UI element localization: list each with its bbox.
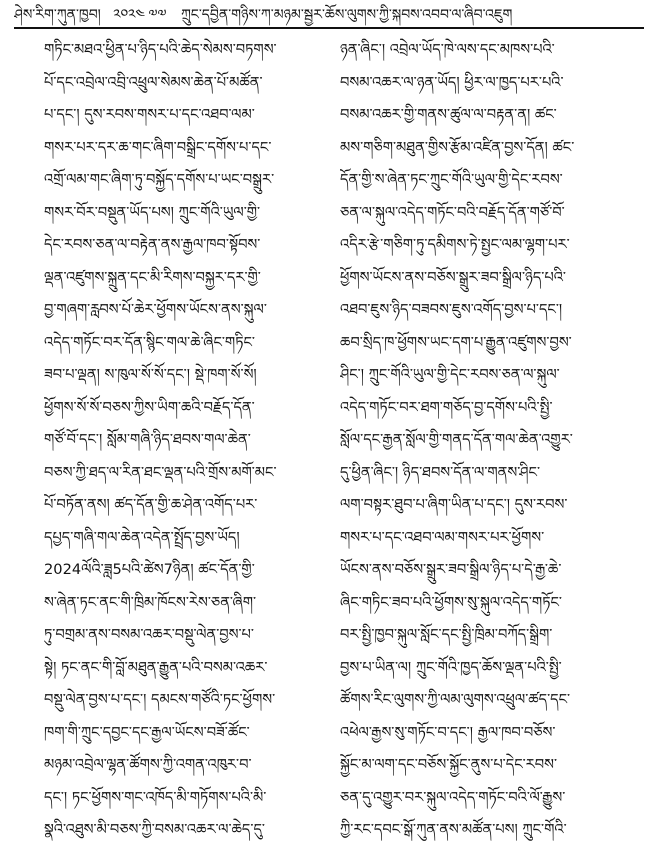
- text-line: དུ་ཕྱིན་ཞིང་། ཉིད་ཐབས་དོན་ལ་གནས་ཤིང་: [340, 463, 541, 481]
- text-line: བྱས་པ་ཡིན་ལ། ཀྲུང་གོའི་ཁྱད་ཆོས་ལྡན་པའི་སྤྱི་: [340, 658, 562, 676]
- text-line: བསམ་འཆར་ལ་ཉན་ཡོད། ཕྱིར་ལ་ཁྱད་པར་པའི་: [340, 73, 564, 91]
- text-line: བསྡུ་ལེན་བྱས་པ་དང་། དམངས་གཙོའི་ཏང་ཕྱོགས་: [44, 691, 276, 708]
- text-line: སློལ་དང་རྒྱན་སློལ་གྱི་གནད་དོན་གལ་ཆེན་འགྱུར་: [340, 431, 573, 448]
- text-line: དེང་རབས་ཅན་ལ་བརྟེན་ནས་རྒྱལ་ཁབ་སྟོབས་: [44, 236, 261, 253]
- text-line: ཟབ་པ་ལྡན། ས་ཁུལ་སོ་སོ་དང་། སྡེ་ཁག་སོ་སོ།: [44, 366, 257, 383]
- text-line: ཚོགས་རིང་ལུགས་ཀྱི་ལམ་ལུགས་འཕྲུལ་ཚད་དང་: [340, 691, 571, 708]
- text-line: ཕྱོགས་སོ་སོ་བཅས་ཀྱིས་ཡིག་ཆའི་བརྗོད་དོན་: [44, 398, 255, 416]
- text-line: འདིར་རྩེ་གཅིག་ཏུ་དམིགས་ཏེ་སྤྱང་ལམ་ལྷག་པར་: [340, 236, 570, 253]
- text-line: མཉམ་འབྲེལ་ལྷན་ཚོགས་ཀྱི་འགན་འཁུར་བ་: [44, 756, 252, 773]
- text-line: འཕེལ་རྒྱས་སུ་གཏོང་བ་དང་། རྒྱལ་ཁབ་བཅོས་: [340, 723, 556, 741]
- left-column: [44, 34, 324, 847]
- text-line: ཅན་དུ་འགྱུར་བར་སྐུལ་འདེད་གཏོང་བའི་ལོ་རྒྱུས་: [340, 788, 566, 806]
- text-line: ས་ཞེན་ཏང་ནང་གི་ཁྲིམ་ཁོངས་རེས་ཅན་ཞིག་: [44, 593, 257, 611]
- text-line: 2024ལོའི་ཟླ5པའི་ཚེས7ཉིན། ཚང་དོན་གྱི་: [44, 561, 255, 578]
- text-line: འཐབ་ཇུས་ཉིད་བཟབས་ཇུས་འགོད་བྱས་པ་དང་།: [340, 301, 563, 318]
- text-line: དང་། ཏང་ཕྱོགས་གང་འཁོད་མི་གཏོགས་པའི་མི་: [44, 788, 267, 806]
- article-title: ཀྲུང་དབྱིན་གཉིས་ཀ་མཉམ་སྦྱར་ཆོས་ལུགས་ཀྱི་སྐབས་འབབ་ལ་ཞིབ་འཇུག: [180, 7, 513, 23]
- text-line: ཞིང་གཏིང་ཟབ་པའི་ཕྱོགས་སུ་སྐུལ་འདེད་གཏོང་: [340, 593, 562, 611]
- running-header: [14, 4, 644, 26]
- text-line: ཆབ་སྲིད་ཁ་ཕྱོགས་ཡང་དག་པ་རྒྱུན་འཛུགས་བྱས་: [340, 333, 572, 351]
- text-line: ཤིང་། ཀྲུང་གོའི་ཡུལ་གྱི་དེང་རབས་ཅན་ལ་སྐུལ་: [340, 366, 560, 383]
- text-line: ཀྱི་རང་དབང་སྒོ་ཀུན་ནས་མཚོན་པས། ཀྲུང་གོའི་: [340, 821, 567, 838]
- text-line: གཏིང་མཐའ་ཕྱིན་པ་ཉིད་པའི་ཆེད་སེམས་བཏགས་: [44, 41, 277, 58]
- text-line: སྐྱོང་མ་ལག་དང་བཅོས་སྐྱོང་ནུས་པ་དེང་རབས་: [340, 756, 558, 773]
- text-line: མས་གཅིག་མཐུན་གྱིས་རྩོམ་འཛིན་བྱས་དོན། ཚང་: [340, 138, 575, 156]
- text-line: བར་སྤྱི་ཁྱབ་སྐུལ་སློང་དང་སྤྱི་ཁྲིམ་བཀོད་སྒྲིག་: [340, 626, 553, 643]
- text-line: གསར་བོར་བསྡུན་ཡོད་པས། ཀྲུང་གོའི་ཡུལ་གྱི་: [44, 203, 261, 221]
- text-line: བཅས་ཀྱི་ཐད་ལ་རིན་ཐང་ལྡན་པའི་གྲོས་མགོ་མང་: [44, 463, 277, 481]
- text-line: ཡོངས་ནས་བཅོས་སྒྲུར་ཟབ་སྒྲིལ་ཉིད་པ་དེ་རྒྱ་ཆེ་: [340, 561, 562, 578]
- journal-name: ཤེས་རིག་ཀུན་ཁྱབ།: [14, 7, 101, 23]
- header-rule: [14, 27, 644, 29]
- text-line: འགྲོ་ལམ་གང་ཞིག་ཏུ་བསྐྱོད་དགོས་པ་ཡང་བསྒྲུར་: [44, 171, 275, 188]
- text-line: གསར་པ་དང་འཐབ་ལམ་གསར་པར་ཕྱོགས་: [340, 528, 545, 546]
- text-line: གསར་པར་དར་ཆ་གང་ཞིག་བསྒྲིང་དགོས་པ་དང་: [44, 138, 272, 156]
- text-line: འདེད་གཏོང་བར་དོན་སྙིང་གལ་ཆེ་ཞིང་གཏིང་: [44, 333, 255, 351]
- text-line: དོན་གྱི་ས་ཞེན་ཏང་ཀྲུང་གོའི་ཡུལ་གྱི་དེང་རབས་: [340, 171, 563, 188]
- right-column: [340, 34, 620, 847]
- text-line: ལག་བསྟར་ཐུབ་པ་ཞིག་ཡིན་པ་དང་། དུས་རབས་: [340, 496, 568, 513]
- text-line: སྟེ། ཏང་ནང་གི་བློ་མཐུན་རྒྱུན་པའི་བསམ་འཆར་: [44, 658, 268, 676]
- text-line: ཅན་ལ་སྐུལ་འདེད་གཏོང་བའི་བརྗོད་དོན་གཙོ་བོ་: [340, 203, 565, 221]
- text-line: ཕྱོགས་ཡོངས་ནས་བཅོས་སྒྲུར་ཟབ་སྒྲིལ་ཉིད་པའི་: [340, 268, 566, 286]
- text-line: པ་དང་། དུས་རབས་གསར་པ་དང་འཐབ་ལམ་: [44, 106, 255, 123]
- text-line: པོ་དང་འབྲེལ་འབྲི་འཕྲུལ་སེམས་ཆེན་པོ་མཚོན་: [44, 73, 263, 91]
- text-line: ལྡན་འཛུགས་སྐྲུན་དང་མི་རིགས་བསྐྱར་དར་གྱི་: [44, 268, 261, 286]
- text-line: ཉན་ཞིང་། འབྲེལ་ཡོད་ཁེ་ལས་དང་མཁས་པའི་: [340, 41, 555, 58]
- page-number: ༢༠༢༤ ༧༧: [113, 8, 167, 23]
- text-line: སྣའི་འཐུས་མི་བཅས་ཀྱི་བསམ་འཆར་ལ་ཆེད་དུ་: [44, 821, 265, 838]
- text-line: གཙོ་བོ་དང་། སློམ་གཞི་ཉིད་ཐབས་གལ་ཆེན་: [44, 431, 251, 448]
- text-line: པོ་བཏོན་ནས། ཚད་དོན་གྱི་ཆ་ཤེན་འགོད་པར་: [44, 496, 258, 513]
- text-line: བསམ་འཆར་གྱི་གནས་ཚུལ་ལ་བརྟན་ན། ཚང་: [340, 106, 557, 123]
- text-line: དཔྱད་གཞི་གལ་ཆེན་འདེན་སྤྲོད་བྱས་ཡོད།: [44, 528, 240, 546]
- text-line: བྱ་གཞག་རླབས་པོ་ཆེར་ཕྱོགས་ཡོངས་ནས་སྐུལ་: [44, 301, 267, 318]
- text-line: འདེད་གཏོང་བར་ཐག་གཅོད་བྱ་དགོས་པའི་སྤྱི་: [340, 398, 553, 416]
- text-line: ཏུ་བགྲམ་ནས་བསམ་འཆར་བསྡུ་ལེན་བྱས་པ་: [44, 626, 254, 643]
- text-line: ཁག་གི་ཀྲུང་དབྱང་དང་རྒྱལ་ཡོངས་བཟོ་ཚོང་: [44, 723, 250, 741]
